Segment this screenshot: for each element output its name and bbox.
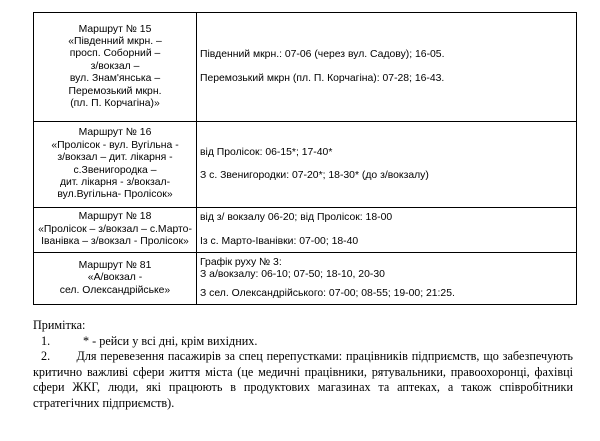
route-name-line: (пл. П. Корчагіна)» [70, 98, 160, 110]
table-row [34, 13, 577, 122]
route-name-line: дит. лікарня - з/вокзал- [59, 176, 171, 188]
schedule-line: Перемозький мкрн (пл. П. Корчагіна): 07-28; 16-43. [200, 72, 445, 84]
route-name-line: з/вокзал – [90, 60, 140, 72]
route-name-line: Іванівка – з/вокзал - Пролісок» [41, 236, 189, 248]
route-name-line: «Пролісок – з/вокзал – с.Марто- [38, 223, 192, 235]
schedule-line: Графік руху № 3: [200, 256, 282, 268]
route-name-line: з/вокзал – дит. лікарня - [57, 152, 173, 164]
route-name-cell [34, 253, 197, 305]
route-schedule-cell [197, 13, 577, 122]
schedule-line: З а/вокзалу: 06-10; 07-50; 18-10, 20-30 [200, 269, 385, 281]
route-name-cell [34, 208, 197, 253]
table-row [34, 253, 577, 305]
schedule-line: З с. Звенигородки: 07-20*; 18-30* (до з/вокзалу) [200, 170, 429, 181]
route-name-line: Маршрут № 18 [78, 211, 152, 223]
table-row [34, 208, 577, 253]
note-item [33, 349, 573, 411]
route-name-line: Перемозький мкрн. [68, 85, 162, 97]
note-item [33, 334, 573, 350]
route-name-cell [34, 13, 197, 122]
note-number: 2. [41, 349, 51, 364]
route-name-line: «Пролісок - вул. Вугільна - [51, 139, 179, 151]
route-name-line: сел. Олександрійське» [59, 284, 171, 296]
route-name-cell [34, 122, 197, 208]
route-schedule-cell [197, 122, 577, 208]
notes-section [33, 318, 573, 412]
schedule-line: Південний мкрн.: 07-06 (через вул. Садову); 16-05. [200, 49, 445, 61]
route-name-line: просп. Соборний – [69, 48, 161, 60]
note-text: * - рейси у всі дні, крім вихідних. [83, 333, 258, 348]
schedule-line: від Пролісок: 06-15*; 17-40* [200, 146, 333, 158]
notes-title: Примітка: [33, 318, 86, 332]
route-name-line: с.Звенигородка – [73, 164, 157, 176]
schedule-line: Із с. Марто-Іванівки: 07-00; 18-40 [200, 235, 359, 247]
route-name-line: вул. Знам'янська – [69, 73, 161, 85]
routes-table [33, 12, 577, 305]
route-name-line: Маршрут № 81 [78, 259, 152, 271]
route-name-line: Маршрут № 16 [78, 127, 152, 139]
table-row [34, 122, 577, 208]
route-name-line: «А/вокзал - [87, 272, 143, 284]
route-schedule-cell [197, 208, 577, 253]
schedule-line: З сел. Олександрійського: 07-00; 08-55; 19-00; 21:25. [200, 287, 455, 299]
route-name-line: вул.Вугільна- Пролісок» [57, 189, 173, 201]
route-name-line: «Південний мкрн. – [68, 35, 162, 47]
route-name-line: Маршрут № 15 [78, 23, 152, 35]
note-text: Для перевезення пасажирів за спец перепустками: працівників підприємств, що забезпечують критично важливі сфери життя міста (це медичні працівники, рятувальники, правоохоронці, фахівці сфери ЖКГ, люди, які працюють в продуктових магазинах та аптеках, а також співробітники стратегічних підприємств). [33, 349, 573, 410]
note-number: 1. [41, 333, 51, 348]
schedule-line: від з/ вокзалу 06-20; від Пролісок: 18-00 [200, 212, 393, 224]
route-schedule-cell [197, 253, 577, 305]
